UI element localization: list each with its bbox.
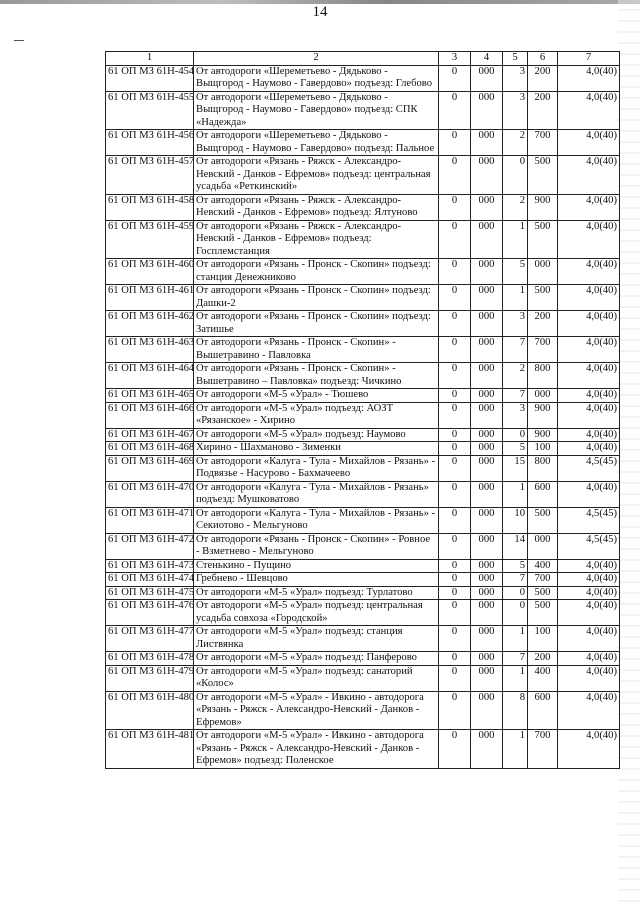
value-col-3: 0 [439,220,471,259]
value-col-3: 0 [439,507,471,533]
value-col-5: 5 [503,259,528,285]
table-row [106,626,620,652]
value-col-6: 500 [528,220,558,259]
value-col-6: 500 [528,600,558,626]
value-col-5: 1 [503,285,528,311]
value-col-6: 700 [528,730,558,769]
value-col-3: 0 [439,363,471,389]
value-col-6: 000 [528,533,558,559]
value-col-3: 0 [439,259,471,285]
value-col-4: 000 [471,363,503,389]
road-code: 61 ОП МЗ 61Н-466 [106,402,194,428]
value-col-4: 000 [471,130,503,156]
value-col-4: 000 [471,259,503,285]
value-col-4: 000 [471,507,503,533]
road-code: 61 ОП МЗ 61Н-478 [106,652,194,666]
value-col-3: 0 [439,285,471,311]
value-col-7: 4,0(40) [558,481,620,507]
table-row [106,573,620,587]
value-col-3: 0 [439,428,471,442]
value-col-3: 0 [439,533,471,559]
value-col-4: 000 [471,285,503,311]
road-name: Хирино - Шахманово - Зименки [194,442,439,456]
value-col-4: 000 [471,311,503,337]
road-name: От автодороги «Рязань - Пронск - Скопин» - Вышетравино – Павловка» подъезд: Чичкино [194,363,439,389]
column-header: 1 [106,52,194,66]
value-col-5: 2 [503,194,528,220]
road-name: От автодороги «Рязань - Пронск - Скопин» подъезд: Дашки-2 [194,285,439,311]
table-row [106,691,620,730]
value-col-3: 0 [439,311,471,337]
value-col-5: 5 [503,442,528,456]
column-header: 2 [194,52,439,66]
table-body [106,65,620,768]
road-name: От автодороги «Калуга - Тула - Михайлов - Рязань» - Секиотово - Мельгуново [194,507,439,533]
value-col-3: 0 [439,573,471,587]
value-col-7: 4,0(40) [558,156,620,195]
value-col-7: 4,0(40) [558,337,620,363]
value-col-6: 500 [528,507,558,533]
road-name: От автодороги «Калуга - Тула - Михайлов - Рязань» подъезд: Мушковатово [194,481,439,507]
value-col-7: 4,0(40) [558,428,620,442]
road-code: 61 ОП МЗ 61Н-464 [106,363,194,389]
value-col-7: 4,0(40) [558,600,620,626]
value-col-5: 15 [503,455,528,481]
value-col-6: 900 [528,428,558,442]
value-col-3: 0 [439,691,471,730]
road-name: Стенькино - Пущино [194,559,439,573]
value-col-4: 000 [471,533,503,559]
road-code: 61 ОП МЗ 61Н-457 [106,156,194,195]
page-number: 14 [312,4,328,20]
value-col-6: 900 [528,402,558,428]
value-col-4: 000 [471,337,503,363]
value-col-4: 000 [471,600,503,626]
table-row [106,402,620,428]
road-code: 61 ОП МЗ 61Н-474 [106,573,194,587]
value-col-6: 200 [528,91,558,130]
road-name: От автодороги «Рязань - Ряжск - Александро-Невский - Данков - Ефремов» подъезд: Ялтуново [194,194,439,220]
road-name: От автодороги «М-5 «Урал» подъезд: Панферово [194,652,439,666]
road-code: 61 ОП МЗ 61Н-476 [106,600,194,626]
value-col-7: 4,0(40) [558,626,620,652]
road-code: 61 ОП МЗ 61Н-454 [106,65,194,91]
value-col-3: 0 [439,402,471,428]
table-row [106,220,620,259]
road-code: 61 ОП МЗ 61Н-460 [106,259,194,285]
table-row [106,442,620,456]
value-col-6: 100 [528,626,558,652]
value-col-3: 0 [439,730,471,769]
value-col-7: 4,0(40) [558,730,620,769]
road-code: 61 ОП МЗ 61Н-459 [106,220,194,259]
value-col-5: 7 [503,573,528,587]
road-code: 61 ОП МЗ 61Н-471 [106,507,194,533]
column-header: 6 [528,52,558,66]
road-code: 61 ОП МЗ 61Н-480 [106,691,194,730]
road-code: 61 ОП МЗ 61Н-472 [106,533,194,559]
table-row [106,337,620,363]
value-col-5: 2 [503,130,528,156]
value-col-6: 600 [528,481,558,507]
value-col-4: 000 [471,65,503,91]
value-col-5: 1 [503,220,528,259]
value-col-6: 700 [528,337,558,363]
value-col-6: 800 [528,455,558,481]
value-col-6: 500 [528,285,558,311]
road-name: От автодороги «Рязань - Ряжск - Александро-Невский - Данков - Ефремов» подъезд: Госплемстанция [194,220,439,259]
road-name: От автодороги «Рязань - Пронск - Скопин» подъезд: станция Денежниково [194,259,439,285]
value-col-5: 1 [503,665,528,691]
value-col-3: 0 [439,91,471,130]
table-row [106,259,620,285]
table-row [106,533,620,559]
table-row [106,481,620,507]
value-col-4: 000 [471,626,503,652]
value-col-7: 4,0(40) [558,220,620,259]
scan-edge-right [618,0,640,905]
value-col-7: 4,0(40) [558,652,620,666]
value-col-7: 4,0(40) [558,665,620,691]
road-name: От автодороги «М-5 «Урал» - Ивкино - автодорога «Рязань - Ряжск - Александро-Невский - Данков - Ефремов» [194,691,439,730]
header-row [106,52,620,66]
value-col-4: 000 [471,156,503,195]
road-name: От автодороги «М-5 «Урал» подъезд: АОЗТ «Рязанское» - Хирино [194,402,439,428]
road-name: От автодороги «М-5 «Урал» подъезд: санаторий «Колос» [194,665,439,691]
value-col-6: 400 [528,559,558,573]
road-name: От автодороги «Рязань - Пронск - Скопин» - Ровное - Взметнево - Мельгуново [194,533,439,559]
table-row [106,156,620,195]
column-header: 5 [503,52,528,66]
value-col-4: 000 [471,730,503,769]
value-col-4: 000 [471,481,503,507]
value-col-5: 5 [503,559,528,573]
value-col-3: 0 [439,600,471,626]
road-code: 61 ОП МЗ 61Н-477 [106,626,194,652]
value-col-5: 7 [503,337,528,363]
value-col-7: 4,0(40) [558,130,620,156]
table-row [106,389,620,403]
value-col-4: 000 [471,194,503,220]
value-col-7: 4,0(40) [558,442,620,456]
table-row [106,91,620,130]
column-header: 3 [439,52,471,66]
value-col-7: 4,0(40) [558,91,620,130]
value-col-5: 0 [503,156,528,195]
road-code: 61 ОП МЗ 61Н-456 [106,130,194,156]
value-col-5: 0 [503,600,528,626]
value-col-7: 4,5(45) [558,455,620,481]
value-col-4: 000 [471,428,503,442]
value-col-3: 0 [439,626,471,652]
value-col-6: 500 [528,156,558,195]
value-col-7: 4,0(40) [558,559,620,573]
road-code: 61 ОП МЗ 61Н-467 [106,428,194,442]
value-col-4: 000 [471,220,503,259]
value-col-3: 0 [439,194,471,220]
value-col-5: 1 [503,626,528,652]
road-name: От автодороги «М-5 «Урал» - Тюшево [194,389,439,403]
value-col-3: 0 [439,455,471,481]
table-row [106,586,620,600]
value-col-6: 200 [528,65,558,91]
road-name: От автодороги «Калуга - Тула - Михайлов - Рязань» - Подвязье - Насурово - Бахмачеево [194,455,439,481]
road-code: 61 ОП МЗ 61Н-470 [106,481,194,507]
table-row [106,311,620,337]
value-col-3: 0 [439,389,471,403]
value-col-5: 7 [503,652,528,666]
value-col-3: 0 [439,130,471,156]
value-col-4: 000 [471,573,503,587]
road-name: От автодороги «Рязань - Пронск - Скопин» - Вышетравино - Павловка [194,337,439,363]
column-header: 4 [471,52,503,66]
value-col-5: 3 [503,402,528,428]
road-name: От автодороги «М-5 «Урал» подъезд: станция Листвянка [194,626,439,652]
value-col-4: 000 [471,559,503,573]
value-col-7: 4,0(40) [558,402,620,428]
value-col-7: 4,0(40) [558,259,620,285]
value-col-4: 000 [471,389,503,403]
value-col-7: 4,0(40) [558,691,620,730]
value-col-3: 0 [439,442,471,456]
value-col-6: 900 [528,194,558,220]
value-col-3: 0 [439,652,471,666]
value-col-3: 0 [439,65,471,91]
value-col-5: 3 [503,65,528,91]
road-code: 61 ОП МЗ 61Н-469 [106,455,194,481]
road-code: 61 ОП МЗ 61Н-458 [106,194,194,220]
value-col-5: 1 [503,481,528,507]
value-col-6: 200 [528,652,558,666]
value-col-3: 0 [439,586,471,600]
value-col-5: 14 [503,533,528,559]
value-col-3: 0 [439,337,471,363]
value-col-5: 0 [503,428,528,442]
value-col-4: 000 [471,402,503,428]
value-col-6: 400 [528,665,558,691]
value-col-5: 10 [503,507,528,533]
road-name: От автодороги «М-5 «Урал» подъезд: Турлатово [194,586,439,600]
value-col-3: 0 [439,156,471,195]
value-col-6: 700 [528,573,558,587]
road-name: От автодороги «Рязань - Пронск - Скопин» подъезд: Затишье [194,311,439,337]
table-row [106,665,620,691]
value-col-5: 8 [503,691,528,730]
road-code: 61 ОП МЗ 61Н-475 [106,586,194,600]
value-col-7: 4,0(40) [558,586,620,600]
value-col-7: 4,0(40) [558,311,620,337]
road-name: От автодороги «Шереметьево - Дядьково - Выщгород - Наумово - Гавердово» подъезд: Глебово [194,65,439,91]
value-col-4: 000 [471,691,503,730]
road-name: От автодороги «Рязань - Ряжск - Александро-Невский - Данков - Ефремов» подъезд: центральная усадьба «Реткинский» [194,156,439,195]
table-row [106,130,620,156]
table-row [106,65,620,91]
table-row [106,285,620,311]
value-col-6: 200 [528,311,558,337]
value-col-6: 100 [528,442,558,456]
value-col-4: 000 [471,91,503,130]
road-name: От автодороги «М-5 «Урал» - Ивкино - автодорога «Рязань - Ряжск - Александро-Невский - Данков - Ефремов» подъезд: Поленское [194,730,439,769]
road-name: Гребнево - Шевцово [194,573,439,587]
table-row [106,194,620,220]
road-name: От автодороги «М-5 «Урал» подъезд: центральная усадьба совхоза «Городской» [194,600,439,626]
value-col-7: 4,5(45) [558,533,620,559]
value-col-5: 7 [503,389,528,403]
road-code: 61 ОП МЗ 61Н-461 [106,285,194,311]
value-col-6: 800 [528,363,558,389]
value-col-6: 000 [528,389,558,403]
value-col-7: 4,0(40) [558,194,620,220]
table-row [106,600,620,626]
value-col-7: 4,0(40) [558,285,620,311]
value-col-7: 4,0(40) [558,65,620,91]
value-col-5: 2 [503,363,528,389]
value-col-7: 4,0(40) [558,389,620,403]
road-code: 61 ОП МЗ 61Н-481 [106,730,194,769]
table-row [106,730,620,769]
value-col-3: 0 [439,559,471,573]
road-code: 61 ОП МЗ 61Н-465 [106,389,194,403]
value-col-4: 000 [471,442,503,456]
road-code: 61 ОП МЗ 61Н-463 [106,337,194,363]
road-code: 61 ОП МЗ 61Н-462 [106,311,194,337]
value-col-4: 000 [471,665,503,691]
value-col-4: 000 [471,455,503,481]
table-row [106,455,620,481]
value-col-6: 600 [528,691,558,730]
value-col-6: 700 [528,130,558,156]
road-code: 61 ОП МЗ 61Н-473 [106,559,194,573]
value-col-5: 1 [503,730,528,769]
road-code: 61 ОП МЗ 61Н-455 [106,91,194,130]
value-col-7: 4,0(40) [558,363,620,389]
value-col-5: 3 [503,91,528,130]
road-code: 61 ОП МЗ 61Н-479 [106,665,194,691]
table-row [106,363,620,389]
value-col-3: 0 [439,665,471,691]
value-col-4: 000 [471,652,503,666]
value-col-5: 3 [503,311,528,337]
value-col-6: 000 [528,259,558,285]
value-col-6: 500 [528,586,558,600]
table-row [106,428,620,442]
value-col-7: 4,5(45) [558,507,620,533]
table-row [106,507,620,533]
road-code: 61 ОП МЗ 61Н-468 [106,442,194,456]
value-col-3: 0 [439,481,471,507]
road-name: От автодороги «Шереметьево - Дядьково - Выщгород - Наумово - Гавердово» подъезд: Пальное [194,130,439,156]
table-row [106,559,620,573]
scan-mark-left [14,40,24,41]
value-col-5: 0 [503,586,528,600]
value-col-7: 4,0(40) [558,573,620,587]
road-name: От автодороги «М-5 «Урал» подъезд: Наумово [194,428,439,442]
column-header: 7 [558,52,620,66]
road-name: От автодороги «Шереметьево - Дядьково - Выщгород - Наумово - Гавердово» подъезд: СПК «Надежда» [194,91,439,130]
value-col-4: 000 [471,586,503,600]
table-row [106,652,620,666]
road-registry-table [105,51,620,769]
